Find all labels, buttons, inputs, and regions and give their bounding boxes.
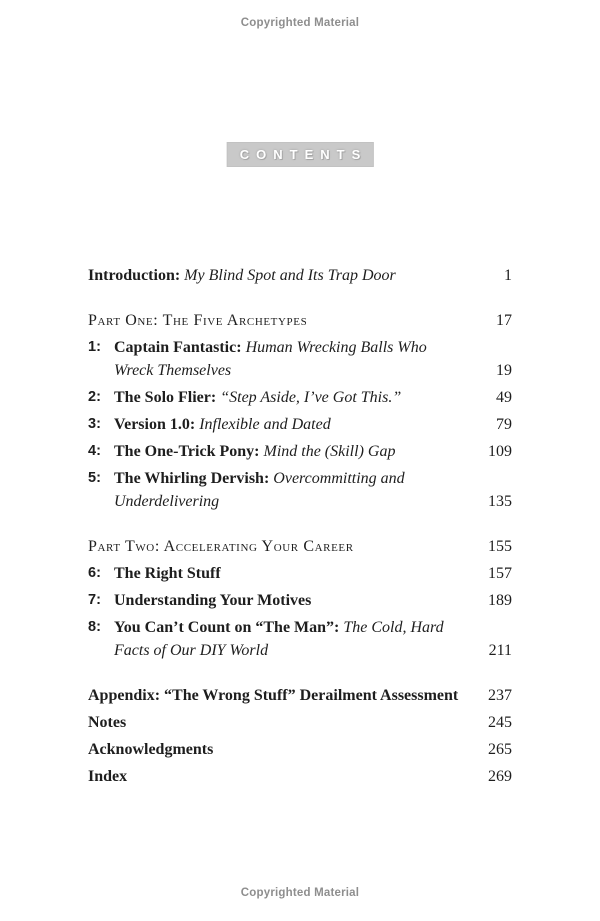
chapter-number: 1: bbox=[88, 339, 101, 355]
copyright-watermark-bottom: Copyrighted Material bbox=[240, 887, 360, 899]
chapter-subtitle: Overcommitting and Underdelivering bbox=[114, 470, 405, 510]
page-number: 49 bbox=[496, 389, 512, 406]
toc-chapter-8 bbox=[88, 616, 512, 662]
toc-chapter-3 bbox=[88, 413, 512, 436]
page-number: 157 bbox=[488, 565, 512, 582]
page-number: 211 bbox=[488, 642, 512, 659]
entry-title: Index bbox=[88, 768, 128, 785]
toc-entry-appendix bbox=[88, 684, 512, 707]
toc-entry-acknowledgments bbox=[88, 738, 512, 761]
toc-chapter-6 bbox=[88, 562, 512, 585]
chapter-number: 6: bbox=[88, 565, 101, 581]
chapter-number: 3: bbox=[88, 416, 101, 432]
toc-entry-introduction bbox=[88, 264, 512, 287]
page-number: 155 bbox=[488, 538, 512, 555]
page-number: 265 bbox=[488, 741, 512, 758]
chapter-title: You Can’t Count on “The Man”: bbox=[114, 619, 340, 636]
page-number: 1 bbox=[504, 267, 512, 284]
chapter-subtitle: Inflexible and Dated bbox=[199, 416, 331, 433]
chapter-subtitle: Human Wrecking Balls Who Wreck Themselves bbox=[114, 339, 427, 379]
toc-chapter-7 bbox=[88, 589, 512, 612]
page-number: 79 bbox=[496, 416, 512, 433]
chapter-title: Captain Fantastic: bbox=[114, 339, 242, 356]
entry-subtitle: My Blind Spot and Its Trap Door bbox=[184, 267, 396, 284]
toc-chapter-1 bbox=[88, 336, 512, 382]
page-number: 19 bbox=[496, 362, 512, 379]
chapter-number: 2: bbox=[88, 389, 101, 405]
page-number: 189 bbox=[488, 592, 512, 609]
entry-title: Acknowledgments bbox=[88, 741, 214, 758]
page-number: 109 bbox=[488, 443, 512, 460]
chapter-subtitle: The Cold, Hard Facts of Our DIY World bbox=[114, 619, 444, 659]
part-heading: Part Two: Accelerating Your Career bbox=[88, 538, 354, 555]
chapter-subtitle: “Step Aside, I’ve Got This.” bbox=[220, 389, 402, 406]
toc-chapter-4 bbox=[88, 440, 512, 463]
chapter-number: 4: bbox=[88, 443, 101, 459]
chapter-title: Understanding Your Motives bbox=[114, 592, 312, 609]
page-number: 17 bbox=[496, 312, 512, 329]
toc-part-two bbox=[88, 535, 512, 558]
page-number: 245 bbox=[488, 714, 512, 731]
toc-entry-notes bbox=[88, 711, 512, 734]
chapter-title: The Whirling Dervish: bbox=[114, 470, 270, 487]
page-number: 135 bbox=[488, 493, 512, 510]
chapter-title: The One-Trick Pony: bbox=[114, 443, 260, 460]
entry-title: Introduction: bbox=[88, 267, 181, 284]
page-number: 269 bbox=[488, 768, 512, 785]
chapter-title: Version 1.0: bbox=[114, 416, 196, 433]
contents-header: CONTENTS bbox=[227, 142, 374, 167]
chapter-number: 7: bbox=[88, 592, 101, 608]
page-number: 237 bbox=[488, 687, 512, 704]
entry-title: Notes bbox=[88, 714, 127, 731]
copyright-watermark-top: Copyrighted Material bbox=[240, 17, 360, 29]
toc-part-one bbox=[88, 309, 512, 332]
part-heading: Part One: The Five Archetypes bbox=[88, 312, 308, 329]
chapter-title: The Right Stuff bbox=[114, 565, 221, 582]
toc-chapter-2 bbox=[88, 386, 512, 409]
toc-chapter-5 bbox=[88, 467, 512, 513]
table-of-contents bbox=[88, 264, 512, 792]
entry-title: Appendix: “The Wrong Stuff” Derailment Assessment bbox=[88, 687, 459, 704]
chapter-subtitle: Mind the (Skill) Gap bbox=[263, 443, 396, 460]
toc-entry-index bbox=[88, 765, 512, 788]
chapter-title: The Solo Flier: bbox=[114, 389, 217, 406]
chapter-number: 8: bbox=[88, 619, 101, 635]
chapter-number: 5: bbox=[88, 470, 101, 486]
